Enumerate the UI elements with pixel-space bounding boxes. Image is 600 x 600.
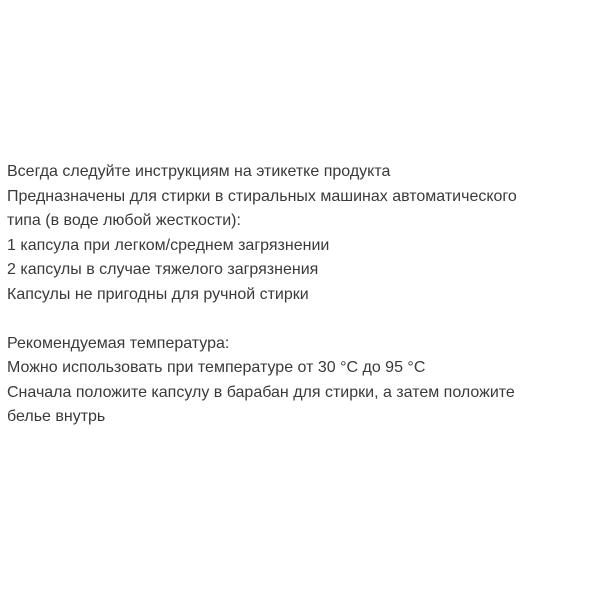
- usage-paragraph: [7, 160, 595, 307]
- instructions-text: [7, 160, 595, 430]
- text-line: Рекомендуемая температура:: [7, 334, 230, 352]
- text-line: белье внутрь: [7, 408, 106, 425]
- text-line: Сначала положите капсулу в барабан для стирки, а затем положите: [7, 383, 515, 401]
- text-line: Капсулы не пригодны для ручной стирки: [7, 285, 309, 303]
- text-line: Всегда следуйте инструкциям на этикетке продукта: [7, 163, 391, 180]
- paragraph-spacer: [7, 307, 595, 332]
- text-line: Предназначены для стирки в стиральных машинах автоматического: [7, 187, 517, 205]
- text-line: Можно использовать при температуре от 30 °С до 95 °С: [7, 359, 426, 376]
- text-line: типа (в воде любой жесткости):: [7, 212, 241, 229]
- text-line: 1 капсула при легком/среднем загрязнении: [7, 236, 330, 254]
- text-line: 2 капсулы в случае тяжелого загрязнения: [7, 261, 319, 278]
- temperature-paragraph: [7, 332, 595, 430]
